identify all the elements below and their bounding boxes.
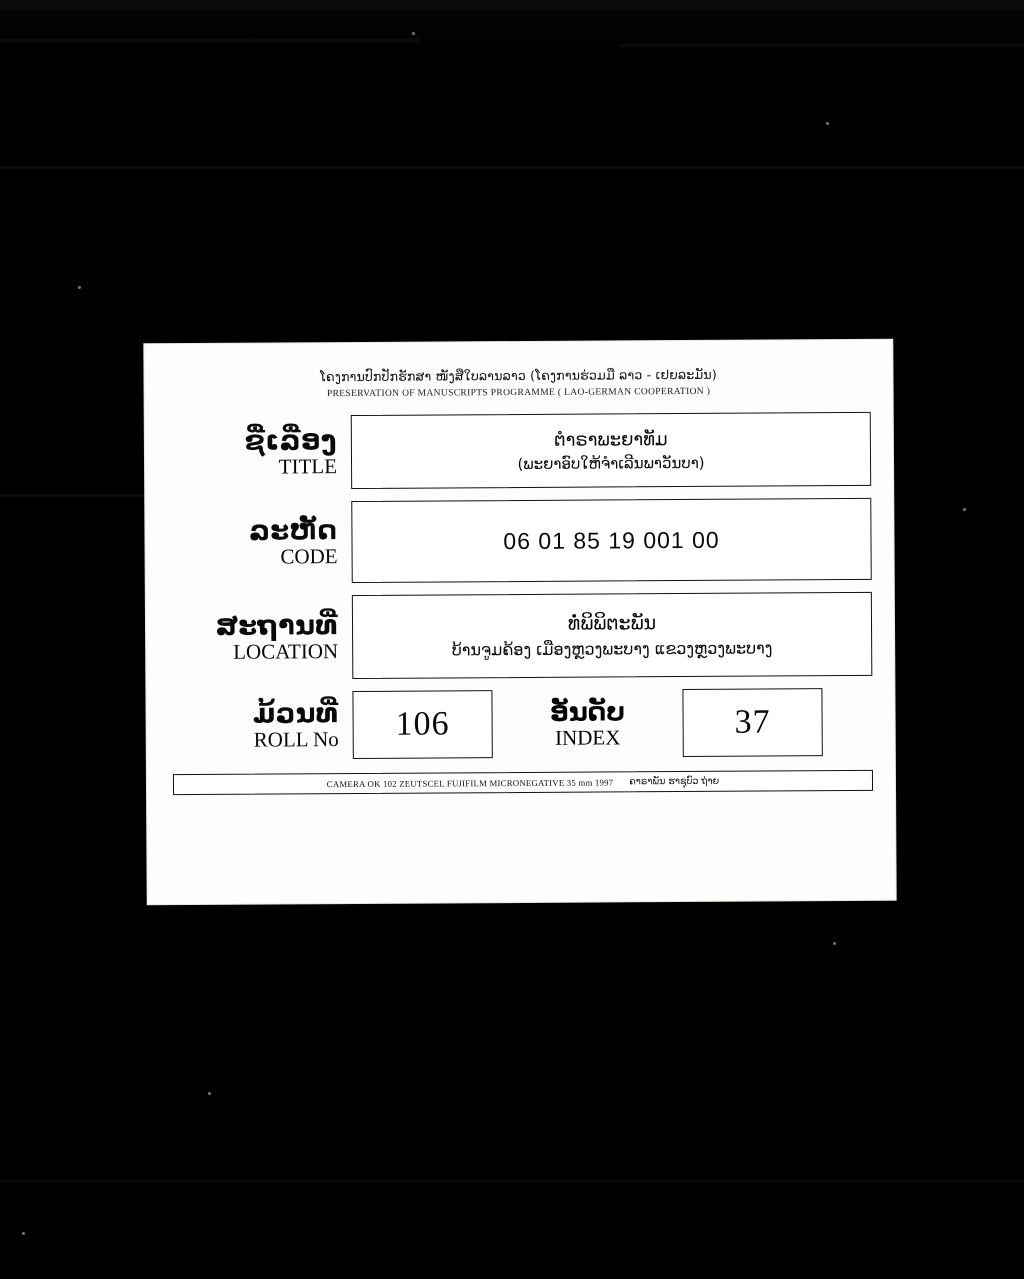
title-label-lao: ຊື່ເລື່ອງ xyxy=(244,425,337,457)
code-label xyxy=(169,517,351,568)
card-header xyxy=(144,340,892,401)
card-fields xyxy=(145,412,895,761)
location-label-lao: ສະຖານທີ່ xyxy=(215,610,339,642)
footer-camera-info: CAMERA OK 102 ZEUTSCEL FUJIFILM MICRONEGATIVE 35 mm 1997 xyxy=(326,776,614,789)
dust-speck xyxy=(208,1092,211,1095)
scan-band-4 xyxy=(0,494,150,497)
title-label xyxy=(169,427,351,478)
scan-band-2 xyxy=(620,44,1024,47)
dust-speck xyxy=(826,122,829,125)
location-label xyxy=(170,612,352,663)
location-value-sub: ບ້ານຈູມຄ້ອງ ເມືອງຫຼວງພະບາງ ແຂວງຫຼວງພະບາງ xyxy=(451,638,773,660)
code-label-english: CODE xyxy=(280,544,338,569)
roll-label xyxy=(170,700,352,751)
dust-speck xyxy=(833,942,836,945)
title-value-sub: (ພະຍາອົບໃຫ້ຈຳເລີນພາວັນບາ) xyxy=(517,453,705,473)
dust-speck xyxy=(963,508,966,511)
dust-speck xyxy=(78,286,81,289)
code-label-lao: ລະຫັດ xyxy=(249,515,338,547)
roll-label-lao: ມ້ວນທີ່ xyxy=(252,698,339,730)
field-row-roll-index xyxy=(170,688,872,760)
roll-label-english: ROLL No xyxy=(253,727,339,752)
title-value-main: ຕຳຣາພະຍາທັມ xyxy=(554,428,668,451)
roll-value-box xyxy=(352,690,492,759)
index-label xyxy=(492,696,682,750)
footer-photographer-lao: ຄາຣາພັນ ຮາຊຸບົວ ຖ່າຍ xyxy=(629,775,720,788)
index-label-lao: ອັນດັບ xyxy=(549,696,626,728)
scan-band-5 xyxy=(0,1180,1024,1183)
code-value-box xyxy=(351,498,871,583)
field-row-title xyxy=(169,412,871,490)
code-value: 06 01 85 19 001 00 xyxy=(503,526,720,554)
scan-band-1 xyxy=(0,38,420,42)
roll-value: 106 xyxy=(395,705,450,743)
index-value-box xyxy=(682,688,822,757)
card-footer xyxy=(173,770,873,795)
location-value-box xyxy=(352,592,873,679)
scan-band-3 xyxy=(0,166,1024,169)
index-label-english: INDEX xyxy=(554,724,621,750)
field-row-code xyxy=(169,498,871,584)
location-value-main: ທໍ່ພິພິຕະພັນ xyxy=(567,612,657,635)
title-label-english: TITLE xyxy=(278,454,338,479)
location-label-english: LOCATION xyxy=(233,639,339,664)
dust-speck xyxy=(412,32,415,35)
field-row-location xyxy=(170,592,873,680)
index-value: 37 xyxy=(734,703,771,741)
dust-speck xyxy=(22,1232,25,1235)
programme-title-lao: ໂຄງການປົກປັກຮັກສາ ໜັງສືໃບລານລາວ (ໂຄງການຮ່ວມມື ລາວ - ເຢຍລະມັນ) xyxy=(320,366,717,385)
scan-band-top xyxy=(0,0,1024,10)
programme-title-english: PRESERVATION OF MANUSCRIPTS PROGRAMME ( LAO-GERMAN COOPERATION ) xyxy=(326,386,711,400)
title-value-box xyxy=(351,412,871,489)
microfilm-record-card xyxy=(144,340,895,905)
